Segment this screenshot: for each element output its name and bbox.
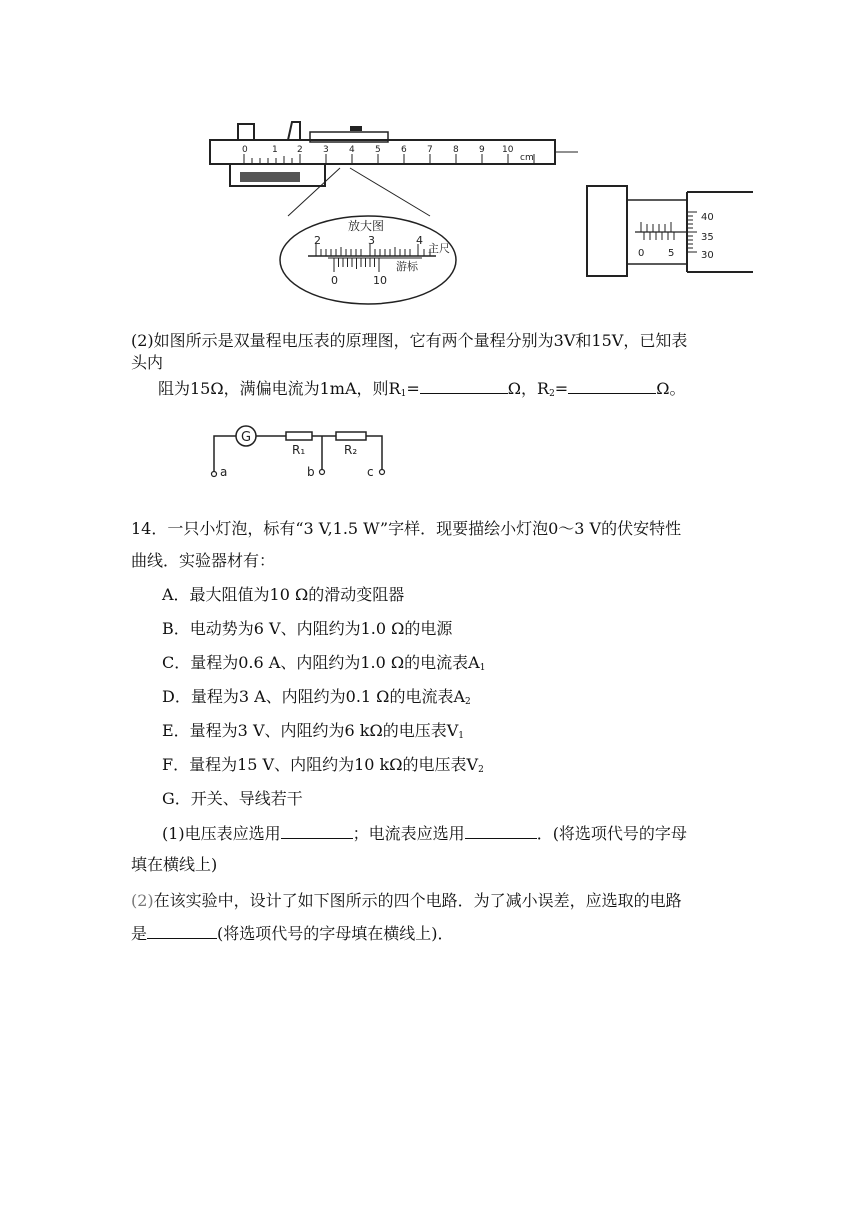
q2-line2: 头内: [131, 353, 164, 372]
option-d: [162, 686, 471, 713]
r2-answer-blank[interactable]: [568, 377, 656, 394]
terminal-a: [212, 472, 217, 477]
micrometer-thimble-scale: [687, 212, 697, 252]
caliper-num-0: 0: [242, 145, 248, 155]
option-f: [162, 754, 484, 781]
terminal-b: [320, 470, 325, 475]
zoom-main-num-2: 2: [314, 234, 321, 247]
zoom-main-scale-label: 主尺: [428, 242, 450, 255]
voltmeter-circuit-diagram: [206, 422, 396, 482]
q2-mid2: Ω，R: [507, 379, 550, 398]
zoom-vernier-num-10: 10: [373, 274, 387, 287]
terminal-c-label: c: [367, 465, 374, 479]
caliper-main-scale: [244, 154, 534, 164]
q2-eq2: =: [554, 379, 569, 398]
q14-sub1-a: (1)电压表应选用: [162, 824, 281, 843]
q14-sub2-line1: [131, 890, 682, 912]
q2-line3: [158, 377, 685, 405]
q14-sub2-num: (2): [131, 891, 154, 910]
terminal-a-label: a: [220, 465, 228, 479]
caliper-num-9: 9: [479, 145, 485, 155]
q2-end: Ω。: [656, 379, 686, 398]
q14-sub2-a: 是: [131, 924, 148, 943]
q2-eq1: =: [406, 379, 420, 398]
zoom-title: 放大图: [348, 219, 385, 233]
q14-sub1-line2: 填在横线上): [131, 855, 218, 874]
option-f-text: F．量程为15 V、内阻约为10 kΩ的电压表V: [162, 755, 479, 774]
micrometer-thimble-30: 30: [701, 250, 714, 261]
option-e-sub: 1: [458, 731, 465, 741]
option-g: [162, 788, 303, 815]
q2-r1-sub: 1: [400, 389, 407, 399]
option-b: [162, 618, 452, 645]
caliper-num-7: 7: [427, 145, 433, 155]
caliper-num-10: 10: [502, 145, 514, 155]
zoom-vernier-num-0: 0: [331, 274, 338, 287]
terminal-c: [380, 470, 385, 475]
option-e-text: E．量程为3 V、内阻约为6 kΩ的电压表V: [162, 721, 459, 740]
option-d-text: D．量程为3 A、内阻约为0.1 Ω的电流表A: [162, 687, 466, 706]
r1-answer-blank[interactable]: [420, 377, 508, 394]
option-a-text: A．最大阻值为10 Ω的滑动变阻器: [162, 585, 405, 604]
option-a: [162, 584, 404, 611]
r1-label: R₁: [292, 443, 306, 457]
option-c-text: C．量程为0.6 A、内阻约为1.0 Ω的电流表A: [162, 653, 480, 672]
voltmeter-answer-blank[interactable]: [281, 822, 353, 839]
galvanometer-label: G: [241, 430, 252, 445]
option-e: [162, 720, 464, 747]
q14-sub1-line1: [162, 822, 687, 845]
q2-line3-pre: 阻为15Ω，满偏电流为1mA，则R: [158, 379, 401, 398]
zoom-main-num-3: 3: [368, 234, 375, 247]
circuit-answer-blank[interactable]: [147, 922, 217, 939]
q2-line1: (2)如图所示是双量程电压表的原理图，它有两个量程分别为3V和15V，已知表: [131, 331, 688, 350]
q14-stem-line1: 14．一只小灯泡，标有“3 V,1.5 W”字样．现要描绘小灯泡0～3 V的伏安特性: [131, 519, 682, 538]
q14-sub1-c: ．(将选项代号的字母: [536, 824, 687, 843]
micrometer-sleeve-0: 0: [638, 248, 645, 259]
micrometer-sleeve-5: 5: [668, 248, 675, 259]
resistor-r2: [336, 432, 366, 440]
zoom-main-num-4: 4: [416, 234, 423, 247]
caliper-num-6: 6: [401, 145, 407, 155]
r2-label: R₂: [344, 443, 358, 457]
ammeter-answer-blank[interactable]: [465, 822, 537, 839]
option-b-text: B．电动势为6 V、内阻约为1.0 Ω的电源: [162, 619, 453, 638]
micrometer-figure: [585, 180, 755, 285]
terminal-b-label: b: [307, 465, 315, 479]
option-c-sub: 1: [479, 663, 486, 673]
caliper-num-1: 1: [272, 145, 278, 155]
q14-sub1-b: ；电流表应选用: [352, 824, 465, 843]
q14-sub2-b: (将选项代号的字母填在横线上)．: [217, 924, 454, 943]
q2-r2-sub: 2: [549, 389, 555, 399]
caliper-num-4: 4: [349, 145, 355, 155]
vernier-caliper-figure: [200, 118, 580, 308]
q14-stem-line2: 曲线．实验器材有：: [131, 551, 276, 570]
option-g-text: G．开关、导线若干: [162, 789, 303, 808]
q14-sub2-text: 在该实验中，设计了如下图所示的四个电路．为了减小误差，应选取的电路: [153, 891, 682, 910]
caliper-num-5: 5: [375, 145, 381, 155]
resistor-r1: [286, 432, 312, 440]
zoom-vernier-label: 游标: [396, 260, 418, 273]
option-d-sub: 2: [465, 697, 471, 707]
micrometer-thimble-40: 40: [701, 212, 714, 223]
micrometer-thimble-35: 35: [701, 232, 714, 243]
caliper-num-8: 8: [453, 145, 459, 155]
caliper-num-2: 2: [297, 145, 303, 155]
q14-sub2-line2: [131, 922, 454, 945]
caliper-unit: cm: [520, 153, 534, 163]
micrometer-sleeve-scale: [641, 222, 674, 240]
caliper-num-3: 3: [323, 145, 329, 155]
option-f-sub: 2: [478, 765, 484, 775]
option-c: [162, 652, 485, 679]
